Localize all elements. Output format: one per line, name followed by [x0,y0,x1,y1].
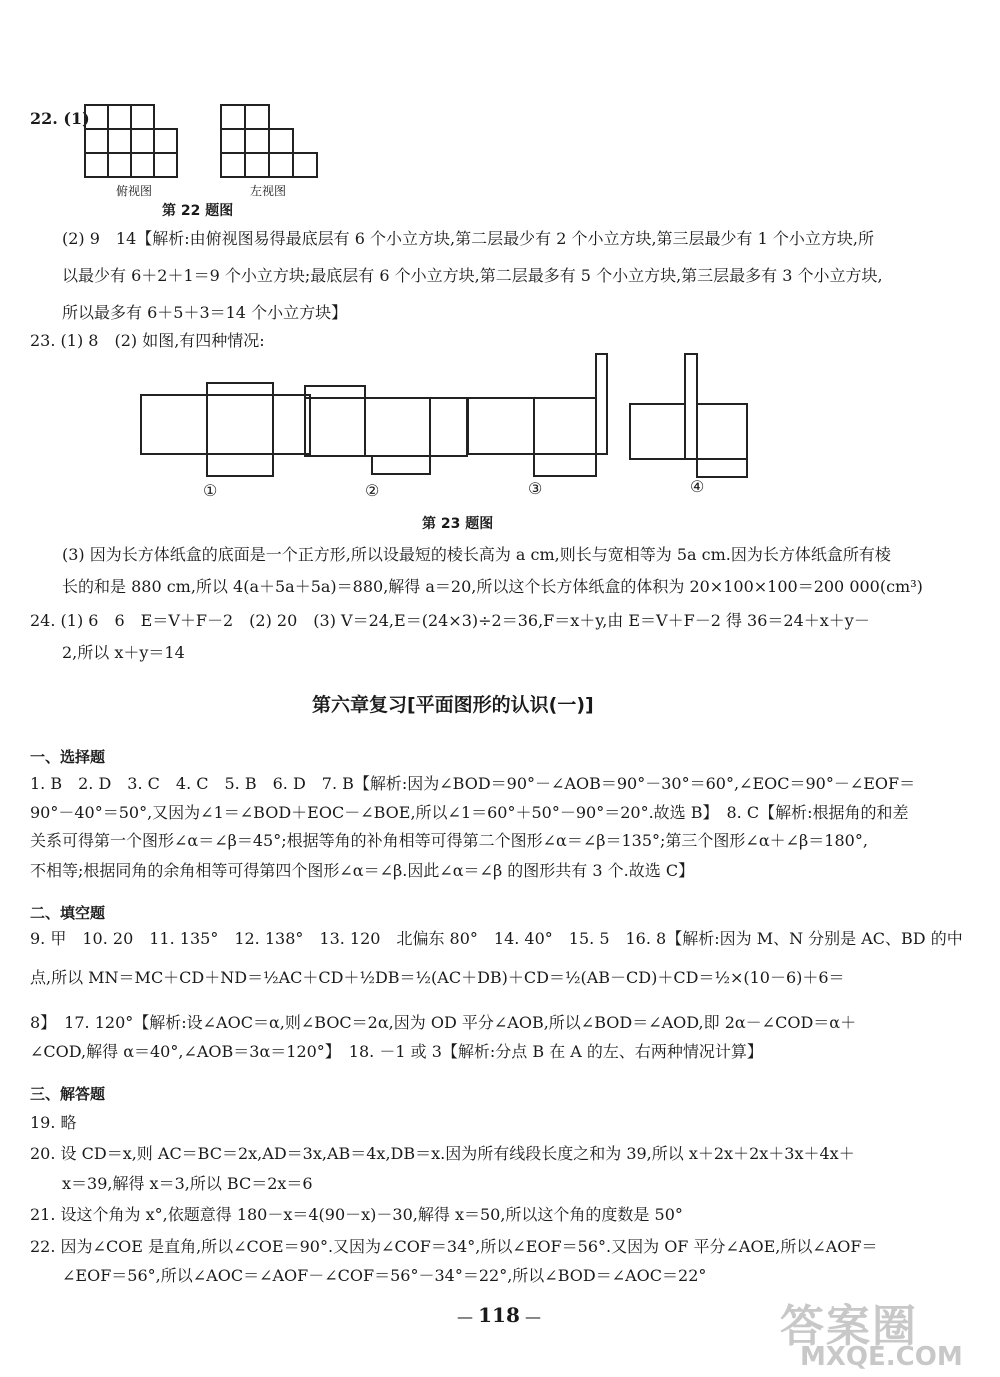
watermark-logo: 答案圈 [780,1301,918,1352]
page-number-wrap: — 118 — [457,1303,541,1327]
q23-part3-line1: (3) 因为长方体纸盒的底面是一个正方形,所以设最短的棱长高为 a cm,则长与宽相等为 5a cm.因为长方体纸盒所有棱 [62,545,891,564]
net-label-1: ① [203,481,218,500]
left-view-grid [220,104,320,180]
top-view-caption: 俯视图 [116,184,153,198]
s3-q20-line2: x＝39,解得 x＝3,所以 BC＝2x＝6 [62,1174,313,1193]
q22-figure-caption: 第 22 题图 [162,203,234,219]
top-view-grid [84,104,180,180]
net-4 [630,354,747,477]
s2-line3: 8】 17. 120°【解析:设∠AOC＝α,则∠BOC＝2α,因为 OD 平分∠AOB,所以∠BOD＝∠AOD,即 2α－∠COD＝α＋ [30,1013,857,1032]
s3-q22-line2: ∠EOF＝56°,所以∠AOC＝∠AOF－∠COF＝56°－34°＝22°,所以∠BOD＝∠AOC＝22° [62,1266,707,1285]
q24-line2: 2,所以 x＋y＝14 [62,643,185,662]
q22-part2-line1: (2) 9 14【解析:由俯视图易得最底层有 6 个小立方块,第二层最少有 2 个小立方块,第三层最少有 1 个小立方块,所 [62,229,874,248]
s3-q21: 21. 设这个角为 x°,依题意得 180－x＝4(90－x)－30,解得 x＝50,所以这个角的度数是 50° [30,1205,683,1224]
s3-q19: 19. 略 [30,1113,77,1132]
q22-part2-line3: 所以最多有 6＋5＋3＝14 个小立方块】 [62,303,348,322]
net-2 [305,386,467,474]
net-label-4: ④ [690,477,705,496]
q24-line1: 24. (1) 6 6 E＝V＋F－2 (2) 20 (3) V＝24,E＝(24×3)÷2＝36,F＝x＋y,由 E＝V＋F－2 得 36＝24＋x＋y－ [30,611,870,630]
left-view-caption: 左视图 [250,184,287,198]
chapter-title: 第六章复习[平面图形的认识(一)] [312,694,594,716]
q23-line1: 23. (1) 8 (2) 如图,有四种情况: [30,331,265,350]
s1-line1: 1. B 2. D 3. C 4. C 5. B 6. D 7. B【解析:因为∠BOD＝90°－∠AOB＝90°－30°＝60°,∠EOC＝90°－∠EOF＝ [30,774,916,793]
section-3-heading: 三、解答题 [30,1085,106,1103]
net-label-3: ③ [528,479,543,498]
s1-line2: 90°－40°＝50°,又因为∠1＝∠BOD＋EOC－∠BOE,所以∠1＝60°＋50°－90°＝20°.故选 B】 8. C【解析:根据角的和差 [30,803,909,822]
section-1-heading: 一、选择题 [30,748,106,766]
s1-line3: 关系可得第一个图形∠α＝∠β＝45°;根据等角的补角相等可得第二个图形∠α＝∠β＝135°;第三个图形∠α＋∠β＝180°, [30,831,868,850]
q23-figure-caption: 第 23 题图 [422,516,494,532]
net-label-2: ② [365,481,380,500]
q23-part3-line2: 长的和是 880 cm,所以 4(a＋5a＋5a)＝880,解得 a＝20,所以这个长方体纸盒的体积为 20×100×100＝200 000(cm³) [62,577,923,596]
q22-label: 22. (1) [30,109,90,128]
s1-line4: 不相等;根据同角的余角相等可得第四个图形∠α＝∠β.因此∠α＝∠β 的图形共有 3 个.故选 C】 [30,861,695,880]
section-2-heading: 二、填空题 [30,904,106,922]
s2-line2: 点,所以 MN＝MC＋CD＋ND＝½AC＋CD＋½DB＝½(AC＋DB)＋CD＝½(AB－CD)＋CD＝½×(10－6)＋6＝ [30,968,845,987]
watermark-url: MXQE.COM [800,1342,963,1372]
s3-q22-line1: 22. 因为∠COE 是直角,所以∠COE＝90°.又因为∠COF＝34°,所以∠EOF＝56°.又因为 OF 平分∠AOE,所以∠AOF＝ [30,1237,878,1256]
s2-line1: 9. 甲 10. 20 11. 135° 12. 138° 13. 120 北偏东 80° 14. 40° 15. 5 16. 8【解析:因为 M、N 分别是 AC、BD 的中 [30,929,963,948]
s2-line4: ∠COD,解得 α＝40°,∠AOB＝3α＝120°】 18. －1 或 3【解析:分点 B 在 A 的左、右两种情况计算】 [30,1042,763,1061]
q22-part2-line2: 以最少有 6＋2＋1＝9 个小立方块;最底层有 6 个小立方块,第二层最多有 5 个小立方块,第三层最多有 3 个小立方块, [62,266,883,285]
net-1 [141,383,310,476]
s3-q20-line1: 20. 设 CD＝x,则 AC＝BC＝2x,AD＝3x,AB＝4x,DB＝x.因为所有线段长度之和为 39,所以 x＋2x＋2x＋3x＋4x＋ [30,1144,855,1163]
q23-nets-figure [130,348,770,478]
net-3 [468,354,607,476]
page-number: 118 [478,1303,520,1327]
